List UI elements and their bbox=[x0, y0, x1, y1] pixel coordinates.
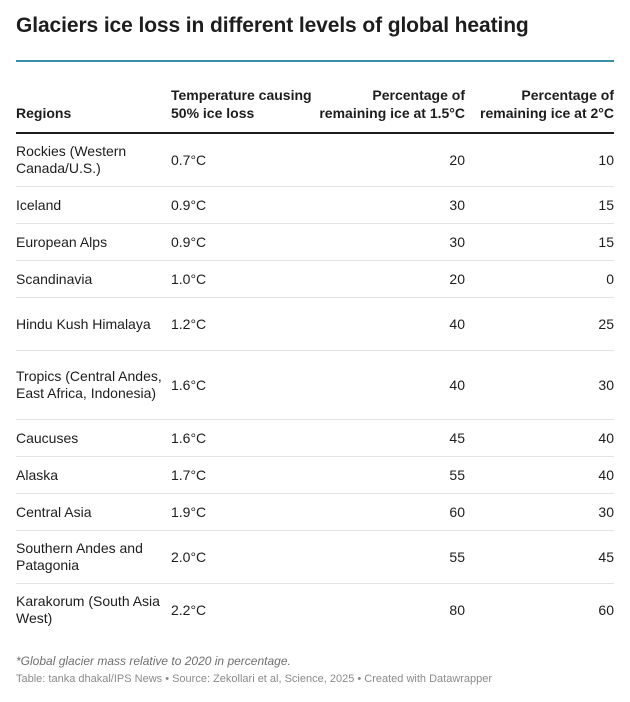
cell-pct-2: 0 bbox=[465, 261, 614, 298]
cell-temperature: 2.0°C bbox=[171, 531, 316, 584]
cell-pct-1-5: 40 bbox=[316, 351, 465, 420]
cell-pct-1-5: 55 bbox=[316, 531, 465, 584]
footnote: *Global glacier mass relative to 2020 in percentage. bbox=[16, 654, 291, 668]
cell-pct-2: 60 bbox=[598, 601, 614, 618]
header-pct-2[interactable]: Percentage of remaining ice at 2°C bbox=[465, 62, 614, 133]
cell-region: Caucuses bbox=[16, 420, 171, 457]
table-row bbox=[16, 420, 614, 457]
table-row bbox=[16, 187, 614, 224]
cell-pct-2: 15 bbox=[465, 187, 614, 224]
table-row bbox=[16, 584, 614, 637]
cell-pct-1-5: 45 bbox=[316, 420, 465, 457]
cell-pct-2: 40 bbox=[465, 420, 614, 457]
cell-pct-1-5: 30 bbox=[316, 224, 465, 261]
cell-region: Southern Andes and Patagonia bbox=[16, 531, 171, 584]
cell-region: Hindu Kush Himalaya bbox=[16, 298, 171, 351]
cell-region: Karakorum (South Asia West) bbox=[16, 593, 160, 626]
cell-temperature: 0.9°C bbox=[171, 187, 316, 224]
header-regions[interactable]: Regions bbox=[16, 62, 171, 133]
cell-region: Tropics (Central Andes, East Africa, Indonesia) bbox=[16, 351, 171, 420]
cell-pct-2: 10 bbox=[465, 133, 614, 187]
cell-temperature: 0.9°C bbox=[171, 224, 316, 261]
cell-pct-1-5: 80 bbox=[449, 601, 465, 618]
cell-region: Scandinavia bbox=[16, 261, 171, 298]
cell-temperature: 1.2°C bbox=[171, 298, 316, 351]
header-pct-1-5[interactable]: Percentage of remaining ice at 1.5°C bbox=[316, 62, 465, 133]
cell-pct-1-5: 40 bbox=[316, 298, 465, 351]
cell-temperature: 1.7°C bbox=[171, 457, 316, 494]
cell-temperature: 1.0°C bbox=[171, 261, 316, 298]
table-row bbox=[16, 298, 614, 351]
table-row bbox=[16, 531, 614, 584]
cell-region: Central Asia bbox=[16, 494, 171, 531]
cell-region: Iceland bbox=[16, 187, 171, 224]
table-header-row bbox=[16, 62, 614, 133]
table-row bbox=[16, 351, 614, 420]
glacier-table bbox=[16, 62, 614, 636]
cell-pct-2: 25 bbox=[465, 298, 614, 351]
table-row bbox=[16, 494, 614, 531]
table-row bbox=[16, 224, 614, 261]
cell-pct-2: 45 bbox=[465, 531, 614, 584]
cell-pct-1-5: 20 bbox=[316, 133, 465, 187]
cell-temperature: 1.6°C bbox=[171, 351, 316, 420]
table-row bbox=[16, 133, 614, 187]
cell-pct-2: 30 bbox=[465, 494, 614, 531]
cell-temperature: 2.2°C bbox=[171, 601, 207, 618]
cell-region: Alaska bbox=[16, 457, 171, 494]
cell-pct-1-5: 20 bbox=[316, 261, 465, 298]
cell-region: Rockies (Western Canada/U.S.) bbox=[16, 133, 171, 187]
cell-pct-2: 30 bbox=[465, 351, 614, 420]
cell-pct-1-5: 55 bbox=[316, 457, 465, 494]
source-credit: Table: tanka dhakal/IPS News • Source: Zekollari et al, Science, 2025 • Created with Datawrapper bbox=[16, 673, 493, 685]
cell-temperature: 1.9°C bbox=[171, 494, 316, 531]
header-temperature[interactable]: Temperature causing 50% ice loss bbox=[171, 62, 316, 133]
cell-temperature: 0.7°C bbox=[171, 133, 316, 187]
cell-pct-2: 15 bbox=[465, 224, 614, 261]
cell-region: European Alps bbox=[16, 224, 171, 261]
table-row bbox=[16, 457, 614, 494]
cell-pct-1-5: 30 bbox=[316, 187, 465, 224]
cell-pct-1-5: 60 bbox=[316, 494, 465, 531]
table-row bbox=[16, 261, 614, 298]
cell-temperature: 1.6°C bbox=[171, 420, 316, 457]
cell-pct-2: 40 bbox=[465, 457, 614, 494]
page-title: Glaciers ice loss in different levels of global heating bbox=[16, 14, 529, 37]
